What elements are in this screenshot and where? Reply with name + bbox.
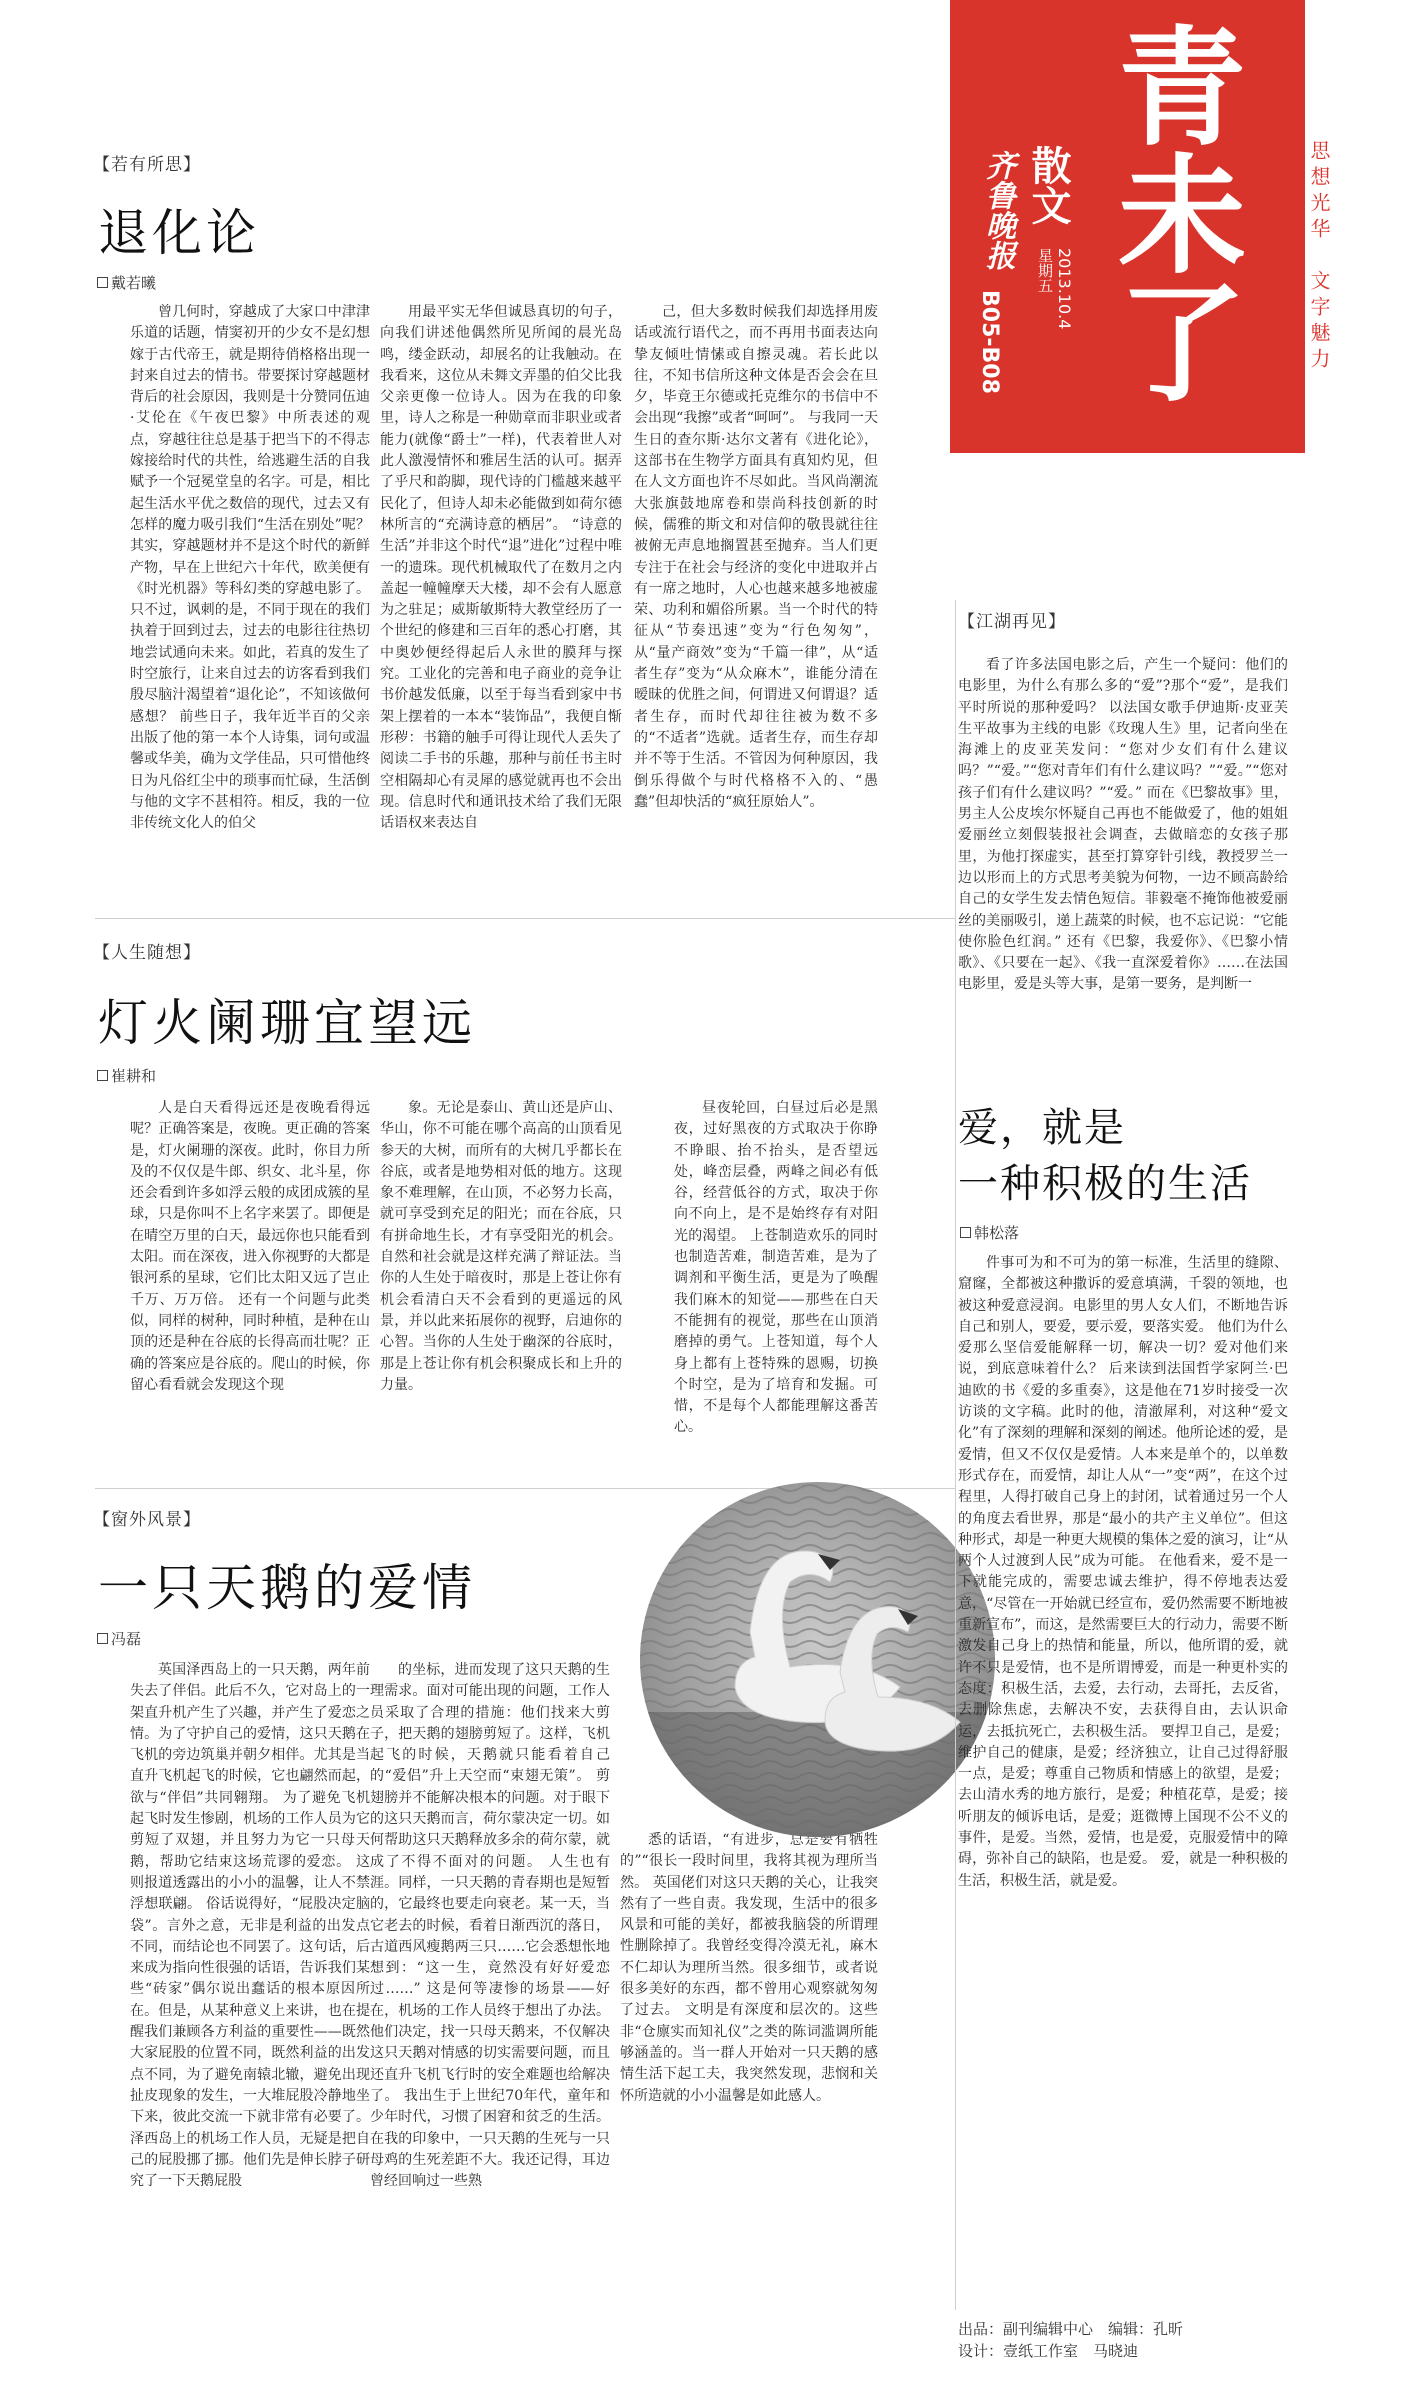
masthead-section: 散文: [1025, 145, 1071, 225]
masthead-weekday: 星期五: [1036, 248, 1054, 293]
column-text: 悉的话语，“有进步，总是要有牺牲的”“很长一段时间里，我将其视为理所当然。 英国佬们对这只天鹅的关心，让我突然有了一些自责。我发现，生活中的很多风景和可能的美好，都被我脑袋的所谓理性删除掉了。我曾经变得冷漠无礼，麻木不仁却认为理所当然。很多细节，或者说很多美好的东西，都不曾用心观察就匆匆了过去。 文明是有深度和层次的。这些非“仓廪实而知礼仪”之类的陈词滥调所能够涵盖的。当一群人开始对一只天鹅的感情生活下起工夫，我突然发现，悲悯和关怀所造就的小小温馨是如此感人。: [620, 1832, 878, 2104]
author-marker-icon: [97, 1070, 108, 1081]
swan-photo: [640, 1482, 995, 1837]
author-name: 韩松落: [974, 1224, 1020, 1242]
title-line: 爱，就是: [958, 1105, 1126, 1151]
article-tag: 【江湖再见】: [958, 612, 1066, 632]
article-title: 一只天鹅的爱情: [98, 1559, 476, 1617]
masthead-newspaper: 齐鲁晚报: [980, 150, 1015, 270]
article-author: [97, 272, 156, 293]
author-name: 冯磊: [111, 1630, 142, 1648]
article-column: [380, 1098, 622, 1473]
article-tag: 【窗外风景】: [93, 1510, 201, 1530]
article-author: [97, 1065, 156, 1086]
article-column: [130, 302, 370, 904]
footer-line: 设计：壹纸工作室 马晓迪: [958, 2342, 1139, 2360]
column-text: 曾几何时，穿越成了大家口中津津乐道的话题，情窦初开的少女不是幻想嫁于古代帝王，就是期待俏格格出现一封来自过去的情书。带要探讨穿越题材背后的社会原因，我则是十分赞同伍迪·艾伦在《午夜巴黎》中所表述的观点，穿越往往总是基于把当下的不得志嫁接给时代的共性，给逃避生活的自我赋予一个冠冕堂皇的名字。可是，相比起生活水平优之数倍的现代，过去又有怎样的魔力吸引我们“生活在别处”呢？其实，穿越题材并不是这个时代的新鲜产物，早在上世纪六十年代，欧美便有《时光机器》等科幻类的穿越电影了。只不过，讽刺的是，不同于现在的我们执着于回到过去，过去的电影往往热切地尝试通向未来。如此，若真的发生了时空旅行，让来自过去的访客看到我们殷尽脑汁渴望着“退化论”，不知该做何感想？ 前些日子，我年近半百的父亲出版了他的第一本个人诗集，词句或温馨或华美，确为文学佳品，只可惜他终日为凡俗红尘中的琐事而忙碌，生活倒与他的文字不甚相符。相反，我的一位非传统文化人的伯父: [130, 304, 370, 832]
column-text: 昼夜轮回，白昼过后必是黑夜，过好黑夜的方式取决于你睁不睁眼、抬不抬头，是否望远处，峰峦层叠，两峰之间必有低谷，经营低谷的方式，取决于你向不向上，是不是始终存有对阳光的渴望。 上苍制造欢乐的同时也制造苦难，制造苦难，是为了调剂和平衡生活，更是为了唤醒我们麻木的知觉——那些在白天不能拥有的视觉，那些在山顶消磨掉的勇气。上苍知道，每个人身上都有上苍特殊的恩赐，切换个时空，是为了培育和发掘。可惜，不是每个人都能理解这番苦心。: [674, 1100, 878, 1436]
footer-line: 出品：副刊编辑中心 编辑：孔昕: [958, 2320, 1184, 2338]
masthead-date: 2013.10.4: [1055, 248, 1074, 330]
masthead-slogan: 思想光华 文字魅力: [1307, 140, 1331, 374]
footer-credits: [958, 2318, 1183, 2362]
title-line: 一种积极的生活: [958, 1161, 1252, 1207]
article-column: [130, 1098, 370, 1473]
article-title: [958, 1100, 1252, 1212]
article-column: [958, 655, 1288, 1085]
column-text: 的坐标，进而发现了这只天鹅的生理需求。面对可能出现的问题，工作人员采取了合理的措施：他们找来大剪子，把天鹅的翅膀剪短了。这样，飞机起飞的时候，天鹅就只能看着自己的“爱侣”升上天空而“束翅无策”。 剪翅膀并不能解决根本的问题。对于眼下的这只天鹅而言，荷尔蒙决定一切。如何帮助这只天鹅释放多余的荷尔蒙，就成了不得不面对的问题。 人生也有涯。同样，一只天鹅的青春期也是短暂的，它最终也要走向衰老。某一天，当它老去的时候，看着日渐西沉的落日，古道西风瘦鹅两三只……它会悉想怅地想到：“这一生，竟然没有好好爱恋过……” 这是何等凄惨的场景——好在，机场的工作人员终于想出了办法。他们决定，找一只母天鹅来，不仅解决这只天鹅对情感的切实需要问题，而且还直升飞机飞行时的安全难题也给解决了。 我出生于上世纪70年代，童年和少年时代，习惯了困窘和贫乏的生活。在我的印象中，一只天鹅的生死与一只母鸡的生死差距不大。我还记得，耳边曾经回响过一些熟: [370, 1662, 610, 2190]
article-tag: 【若有所思】: [93, 155, 201, 175]
column-text: 看了许多法国电影之后，产生一个疑问：他们的电影里，为什么有那么多的“爱”?那个“爱”，是我们平时所说的那种爱吗？ 以法国女歌手伊迪斯·皮亚芙生平故事为主线的电影《玫瑰人生》里，记者向坐在海滩上的皮亚芙发问：“您对少女们有什么建议吗？”“爱。”“您对青年们有什么建议吗？”“爱。”“您对孩子们有什么建议吗？”“爱。” 而在《巴黎故事》里，男主人公皮埃尔怀疑自己再也不能做爱了，他的姐姐爱丽丝立刻假装报社会调查，去做暗恋的女孩子那里，为他打探虚实，甚至打算穿针引线，教授罗兰一边以形而上的方式思考美貌为何物，一边不顾高龄给自己的女学生发去情色短信。菲毅毫不掩饰他被爱丽丝的美丽吸引，递上蔬菜的时候，也不忘记说：“它能使你脸色红润。” 还有《巴黎，我爱你》、《巴黎小情歌》、《只要在一起》、《我一直深爱着你》……在法国电影里，爱是头等大事，是第一要务，是判断一: [958, 657, 1288, 993]
column-text: 象。无论是泰山、黄山还是庐山、华山，你不可能在哪个高高的山顶看见参天的大树，而所有的大树几乎都长在谷底，或者是地势相对低的地方。这现象不难理解，在山顶，不必努力长高，就可享受到充足的阳光；而在谷底，只有拼命地生长，才有享受阳光的机会。 自然和社会就是这样充满了辩证法。当你的人生处于暗夜时，那是上苍让你有机会看清白天不会看到的更遥远的风景，并以此来拓展你的视野，启迪你的心智。当你的人生处于幽深的谷底时，那是上苍让你有机会积聚成长和上升的力量。: [380, 1100, 622, 1393]
author-name: 戴若曦: [111, 274, 157, 292]
article-column: [674, 1098, 878, 1473]
article-tag: 【人生随想】: [93, 943, 201, 963]
swan-icon: [640, 1482, 995, 1837]
column-text: 人是白天看得远还是夜晚看得远呢？正确答案是，夜晚。更正确的答案是，灯火阑珊的深夜。此时，你目力所及的不仅仅是牛郎、织女、北斗星，你还会看到许多如浮云般的成团成簇的星球，只是你叫不上名字来罢了。即便是在晴空万里的白天，最远你也只能看到太阳。而在深夜，进入你视野的大都是银河系的星球，它们比太阳又远了岂止千万、万万倍。 还有一个问题与此类似，同样的树种，同时种植，是种在山顶的还是种在谷底的长得高而壮呢？正确的答案应是谷底的。爬山的时候，你留心看看就会发现这个现: [130, 1100, 370, 1393]
article-column: [958, 1253, 1288, 2303]
article-column: [370, 1660, 610, 2300]
masthead-pages: B05-B08: [977, 290, 1002, 394]
column-text: 英国泽西岛上的一只天鹅，两年前失去了伴侣。此后不久，它对岛上的一架直升机产生了兴趣，并产生了爱恋之情。为了守护自己的爱情，这只天鹅在飞机的旁边筑巢并朝夕相伴。尤其是当直升飞机起飞的时候，它也翩然而起，欲与“伴侣”共同翱翔。 为了避免飞机起飞时发生惨剧，机场的工作人员为它剪短了双翅，并且努力为它一只母天鹅，帮助它结束这场荒谬的爱恋。 这则报道透露出的小小的温馨，让人不禁浮想联翩。 俗话说得好，“屁股决定脑袋”。言外之意，无非是利益的出发点不同，而结论也不同罢了。这句话，后来成为指向性很强的话语，告诉我们某些“砖家”偶尔说出蠢话的根本原因所在。但是，从某种意义上来讲，也在提醒我们兼顾各方利益的重要性——既然大家屁股的位置不同，既然利益的出发点不同，为了避免南辕北辙，避免出现扯皮现象的发生，一大堆屁股冷静地坐下来，彼此交流一下就非常有必要了。 泽西岛上的机场工作人员，无疑是把自己的屁股挪了挪。他们先是伸长脖子研究了一下天鹅屁股: [130, 1662, 370, 2190]
article-column: [620, 1830, 878, 2300]
masthead-title: 青未了: [1096, 20, 1245, 404]
author-marker-icon: [960, 1227, 971, 1238]
article-title: 退化论: [98, 204, 260, 262]
author-name: 崔耕和: [111, 1067, 157, 1085]
article-title: 灯火阑珊宜望远: [98, 994, 476, 1052]
article-column: [130, 1660, 370, 2300]
column-text: 用最平实无华但诚恳真切的句子，向我们讲述他偶然所见所闻的晨光岛鸣，缕金跃动，却展名的让我触动。在我看来，这位从未舞文弄墨的伯父比我父亲更像一位诗人。因为在我的印象里，诗人之称是一种勋章而非职业或者能力(就像“爵士”一样)，代表着世人对此人激漫情怀和雅居生活的认可。据弄了乎尺和韵脚，现代诗的门槛越来越平民化了，但诗人却未必能做到如荷尔德林所言的“充满诗意的栖居”。 “诗意的生活”并非这个时代“退”进化”过程中唯一的遗珠。现代机械取代了在数月之内盖起一幢幢摩天大楼，却不会有人愿意为之驻足；威斯敏斯特大教堂经历了一个世纪的修建和三百年的悉心打磨，其中奥妙便经得起后人永世的膜拜与探究。工业化的完善和电子商业的竞争让书价越发低廉，以至于每当看到家中书架上摆着的一本本“装饰品”，我便自惭形秽：书籍的触手可得让现代人丢失了阅读二手书的乐趣，那种与前任书主时空相隔却心有灵犀的感觉就再也不会出现。信息时代和通讯技术给了我们无限话语权来表达自: [380, 304, 622, 832]
author-marker-icon: [97, 277, 108, 288]
article-column: [380, 302, 622, 904]
article-author: [97, 1628, 141, 1649]
column-text: 件事可为和不可为的第一标准，生活里的缝隙、窟窿，全都被这种撒诉的爱意填满，千裂的领地，也被这种爱意浸润。电影里的男人女人们，不断地告诉自己和别人，要爱，要示爱，要落实爱。 他们为什么爱那么坚信爱能解释一切，解决一切？爱对他们来说，到底意味着什么？ 后来读到法国哲学家阿兰·巴迪欧的书《爱的多重奏》，这是他在71岁时接受一次访谈的文字稿。此时的他，清澈犀利，对这种“爱文化”有了深刻的理解和深刻的阐述。他所论述的爱，是爱情，但又不仅仅是爱情。人本来是单个的，以单数形式存在，而爱情，却让人从“一”变“两”，在这个过程里，人得打破自己身上的封闭，试着通过另一个人的角度去看世界，那是“最小的共产主义单位”。但这种形式，却是一种更大规模的集体之爱的演习，让“从两个人过渡到人民”成为可能。 在他看来，爱不是一下就能完成的，需要忠诚去维护，得不停地表达爱意，“尽管在一开始就已经宣布，爱仍然需要不断地被重新宣布”，而这，是然需要巨大的行动力，需要不断激发自己身上的热情和能量，所以，他所谓的爱，就许不只是爱情，也不是所谓博爱，而是一种更朴实的态度：积极生活，去爱，去行动，去哥托，去反省，去删除焦虑，去解决不安，去获得自由，去认识命运，去抵抗死亡，去积极生活。 要捍卫自己，是爱；维护自己的健康，是爱；经济独立，让自己过得舒服一点，是爱；尊重自己物质和情感上的欲望，是爱；去山清水秀的地方旅行，是爱；种植花草，是爱；接听朋友的倾诉电话，是爱；逛微博上国现不公不义的事件，是爱。当然，爱情，也是爱，克服爱情中的障碍，弥补自己的缺陷，也是爱。 爱，就是一种积极的生活，积极生活，就是爱。: [958, 1255, 1288, 1889]
article-author: [960, 1222, 1019, 1243]
author-marker-icon: [97, 1633, 108, 1644]
section-divider: [95, 918, 955, 919]
column-text: 己，但大多数时候我们却选择用废话或流行语代之，而不再用书面表达向挚友倾吐情愫或自擦灵魂。若长此以往，不知书信所这种文体是否会会在旦夕，毕竟王尔德或托克维尔的书信中不会出现“我擦”或者“呵呵”。 与我同一天生日的查尔斯·达尔文著有《进化论》，这部书在生物学方面具有真知灼见，但在人文方面也许不尽如此。当风尚潮流大张旗鼓地席卷和崇尚科技创新的时候，儒雅的斯文和对信仰的敬畏就往往被俯无声息地搁置甚至抛弃。当人们更专注于在社会与经济的变化中进取并占有一席之地时，人心也越来越多地被虚荣、功利和媚俗所累。当一个时代的特征从“节奏迅速”变为“行色匆匆”，从“量产商效”变为“千篇一律”，从“适者生存”变为“从众麻木”，谁能分清在暧昧的优胜之间，何谓进又何谓退？适者生存，而时代却往往被为数不多的“不适者”选就。适者生存，而生存却并不等于生活。不管因为何种原因，我倒乐得做个与时代格格不入的、“愚蠢”但却快活的“疯狂原始人”。: [634, 304, 878, 810]
article-column: [634, 302, 878, 904]
column-divider: [955, 600, 956, 2310]
